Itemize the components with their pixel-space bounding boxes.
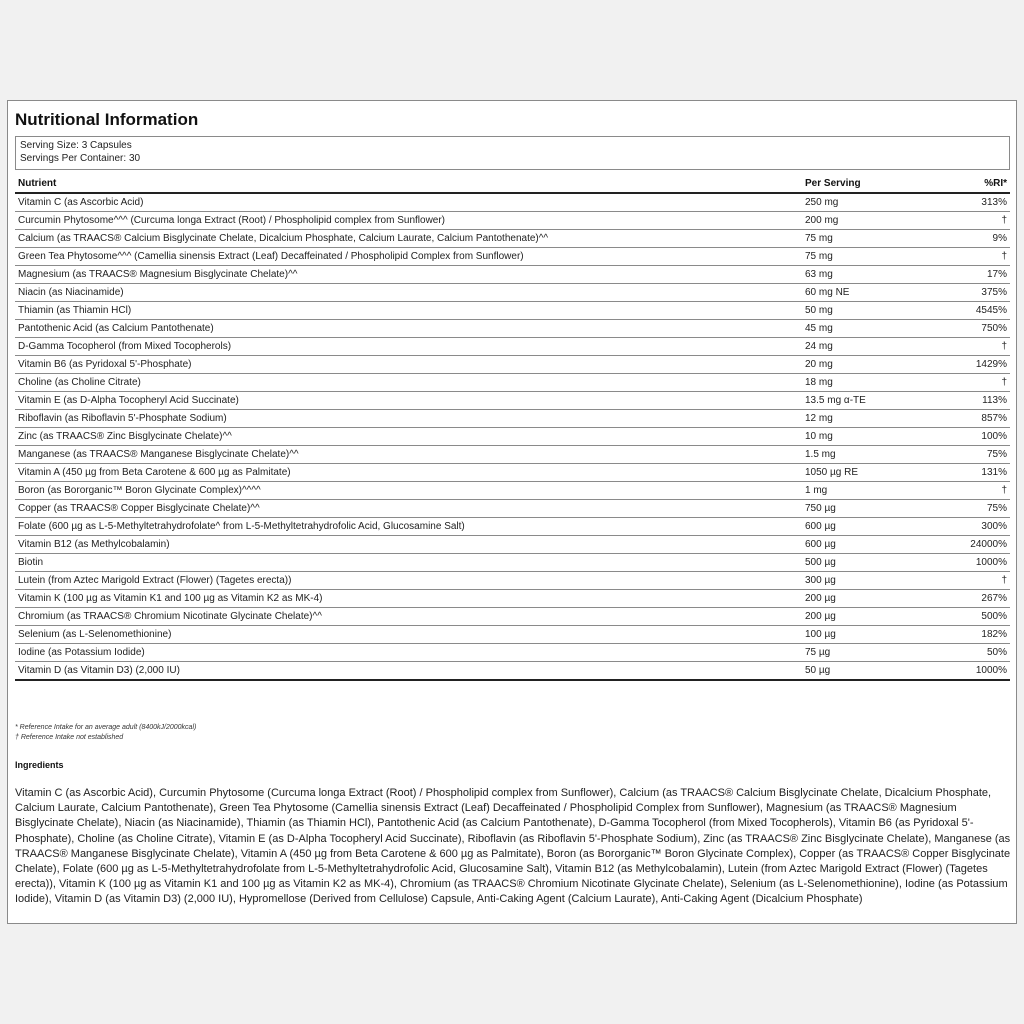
nutrient-cell: Riboflavin (as Riboflavin 5'-Phosphate Sodium) (15, 410, 802, 428)
ri-cell: † (940, 572, 1010, 590)
servings-per-container: Servings Per Container: 30 (20, 153, 141, 164)
table-row (15, 500, 1010, 518)
per-serving-cell: 75 mg (802, 230, 940, 248)
ri-cell: † (940, 248, 1010, 266)
ri-cell: 75% (940, 446, 1010, 464)
ri-cell: 131% (940, 464, 1010, 482)
per-serving-cell: 1.5 mg (802, 446, 940, 464)
nutrient-cell: Vitamin D (as Vitamin D3) (2,000 IU) (15, 662, 802, 681)
nutrient-cell: Vitamin C (as Ascorbic Acid) (15, 193, 802, 212)
table-row (15, 554, 1010, 572)
footnotes (15, 723, 196, 743)
nutrient-cell: Iodine (as Potassium Iodide) (15, 644, 802, 662)
table-row (15, 302, 1010, 320)
per-serving-cell: 18 mg (802, 374, 940, 392)
page-title: Nutritional Information (15, 110, 199, 129)
nutrient-cell: Copper (as TRAACS® Copper Bisglycinate Chelate)^^ (15, 500, 802, 518)
per-serving-cell: 1 mg (802, 482, 940, 500)
nutrient-cell: Niacin (as Niacinamide) (15, 284, 802, 302)
per-serving-cell: 10 mg (802, 428, 940, 446)
per-serving-cell: 300 µg (802, 572, 940, 590)
nutrition-panel (7, 100, 1017, 924)
ingredients-text: Vitamin C (as Ascorbic Acid), Curcumin Phytosome (Curcuma longa Extract (Root) / Phospholipid complex from Sunflower), Calcium (as TRAACS® Calcium Bisglycinate Chelate, Dicalcium Phosphate, Calcium Laurate, Calcium Pantothenate), Green Tea Phytosome (Camellia sinensis Extract (Leaf) Decaffeinated / Phospholipid Complex from Sunflower), Magnesium (as TRAACS® Magnesium Bisglycinate Chelate), Niacin (as Niacinamide), Thiamin (as Thiamin HCl), Pantothenic Acid (as Calcium Pantothenate), D-Gamma Tocopherol (from Mixed Tocopherols), Vitamin B6 (as Pyridoxal 5'-Phosphate), Choline (as Choline Citrate), Vitamin E (as D-Alpha Tocopheryl Acid Succinate), Riboflavin (as Riboflavin 5'-Phosphate Sodium), Zinc (as TRAACS® Zinc Bisglycinate Chelate), Manganese (as TRAACS® Manganese Bisglycinate Chelate), Vitamin A (450 µg from Beta Carotene & 600 µg as Palmitate), Boron (as Bororganic™ Boron Glycinate Complex), Copper (as TRAACS® Copper Bisglycinate Chelate), Folate (600 µg as L-5-Methyltetrahydrofolate from L-5-Methyltetrahydrofolic Acid, Glucosamine Salt), Vitamin B12 (as Methylcobalamin), Lutein (from Aztec Marigold Extract (Flower) (Tagetes erecta)), Vitamin K (100 µg as Vitamin K1 and 100 µg as Vitamin K2 as MK-4), Chromium (as TRAACS® Chromium Nicotinate Glycinate Chelate), Selenium (as L-Selenomethionine), Iodine (as Potassium Iodide), Vitamin D (as Vitamin D3) (2,000 IU), Hypromellose (Derived from Cellulose) Capsule, Anti-Caking Agent (Calcium Laurate), Anti-Caking Agent (Dicalcium Phosphate) (15, 787, 1011, 906)
header-per-serving: Per Serving (802, 174, 940, 193)
ingredients-heading: Ingredients (15, 760, 64, 770)
ri-cell: † (940, 212, 1010, 230)
per-serving-cell: 100 µg (802, 626, 940, 644)
nutrient-cell: Vitamin K (100 µg as Vitamin K1 and 100 µg as Vitamin K2 as MK-4) (15, 590, 802, 608)
table-header-row (15, 174, 1010, 193)
table-row (15, 626, 1010, 644)
table-row (15, 212, 1010, 230)
ri-cell: 1000% (940, 554, 1010, 572)
table-row (15, 464, 1010, 482)
ri-cell: † (940, 338, 1010, 356)
table-row (15, 356, 1010, 374)
nutrient-cell: Choline (as Choline Citrate) (15, 374, 802, 392)
table-row (15, 536, 1010, 554)
table-row (15, 392, 1010, 410)
ri-cell: 313% (940, 193, 1010, 212)
per-serving-cell: 12 mg (802, 410, 940, 428)
per-serving-cell: 750 µg (802, 500, 940, 518)
per-serving-cell: 200 mg (802, 212, 940, 230)
per-serving-cell: 45 mg (802, 320, 940, 338)
serving-info-box (15, 136, 1010, 170)
ri-cell: 24000% (940, 536, 1010, 554)
nutrient-cell: Calcium (as TRAACS® Calcium Bisglycinate Chelate, Dicalcium Phosphate, Calcium Laurate, Calcium Pantothenate)^^ (15, 230, 802, 248)
ri-cell: 1429% (940, 356, 1010, 374)
nutrient-cell: Vitamin B6 (as Pyridoxal 5'-Phosphate) (15, 356, 802, 374)
ri-cell: 100% (940, 428, 1010, 446)
nutrient-table (15, 174, 1010, 681)
ri-cell: † (940, 482, 1010, 500)
table-row (15, 662, 1010, 681)
nutrient-cell: Manganese (as TRAACS® Manganese Bisglycinate Chelate)^^ (15, 446, 802, 464)
footnote-not-established: † Reference Intake not established (15, 734, 124, 741)
ri-cell: 9% (940, 230, 1010, 248)
nutrient-cell: Magnesium (as TRAACS® Magnesium Bisglycinate Chelate)^^ (15, 266, 802, 284)
per-serving-cell: 75 µg (802, 644, 940, 662)
ri-cell: 857% (940, 410, 1010, 428)
ri-cell: 375% (940, 284, 1010, 302)
nutrient-cell: Folate (600 µg as L-5-Methyltetrahydrofolate^ from L-5-Methyltetrahydrofolic Acid, Glucosamine Salt) (15, 518, 802, 536)
ri-cell: 750% (940, 320, 1010, 338)
nutrient-cell: Selenium (as L-Selenomethionine) (15, 626, 802, 644)
nutrient-cell: Green Tea Phytosome^^^ (Camellia sinensis Extract (Leaf) Decaffeinated / Phospholipid Complex from Sunflower) (15, 248, 802, 266)
per-serving-cell: 50 µg (802, 662, 940, 681)
table-row (15, 482, 1010, 500)
per-serving-cell: 63 mg (802, 266, 940, 284)
ri-cell: 1000% (940, 662, 1010, 681)
ri-cell: 300% (940, 518, 1010, 536)
ri-cell: 182% (940, 626, 1010, 644)
per-serving-cell: 75 mg (802, 248, 940, 266)
table-row (15, 248, 1010, 266)
nutrient-cell: Biotin (15, 554, 802, 572)
ri-cell: 4545% (940, 302, 1010, 320)
per-serving-cell: 13.5 mg α-TE (802, 392, 940, 410)
table-row (15, 320, 1010, 338)
table-row (15, 374, 1010, 392)
nutrient-cell: Zinc (as TRAACS® Zinc Bisglycinate Chelate)^^ (15, 428, 802, 446)
ri-cell: † (940, 374, 1010, 392)
nutrient-cell: Vitamin A (450 µg from Beta Carotene & 600 µg as Palmitate) (15, 464, 802, 482)
table-row (15, 428, 1010, 446)
ri-cell: 500% (940, 608, 1010, 626)
per-serving-cell: 600 µg (802, 536, 940, 554)
table-row (15, 572, 1010, 590)
table-row (15, 338, 1010, 356)
ri-cell: 113% (940, 392, 1010, 410)
per-serving-cell: 50 mg (802, 302, 940, 320)
ri-cell: 267% (940, 590, 1010, 608)
nutrient-cell: Chromium (as TRAACS® Chromium Nicotinate Glycinate Chelate)^^ (15, 608, 802, 626)
per-serving-cell: 600 µg (802, 518, 940, 536)
per-serving-cell: 1050 µg RE (802, 464, 940, 482)
table-row (15, 284, 1010, 302)
nutrient-cell: Curcumin Phytosome^^^ (Curcuma longa Extract (Root) / Phospholipid complex from Sunflower) (15, 212, 802, 230)
header-ri: %RI* (940, 174, 1010, 193)
table-row (15, 266, 1010, 284)
table-row (15, 446, 1010, 464)
per-serving-cell: 250 mg (802, 193, 940, 212)
table-row (15, 410, 1010, 428)
nutrient-cell: Thiamin (as Thiamin HCl) (15, 302, 802, 320)
footnote-reference-intake: * Reference Intake for an average adult (8400kJ/2000kcal) (15, 724, 197, 731)
per-serving-cell: 20 mg (802, 356, 940, 374)
table-row (15, 644, 1010, 662)
ri-cell: 50% (940, 644, 1010, 662)
table-row (15, 590, 1010, 608)
table-row (15, 608, 1010, 626)
nutrient-cell: Vitamin E (as D-Alpha Tocopheryl Acid Succinate) (15, 392, 802, 410)
per-serving-cell: 500 µg (802, 554, 940, 572)
per-serving-cell: 60 mg NE (802, 284, 940, 302)
ri-cell: 17% (940, 266, 1010, 284)
nutrient-cell: Vitamin B12 (as Methylcobalamin) (15, 536, 802, 554)
serving-size: Serving Size: 3 Capsules (20, 140, 132, 151)
per-serving-cell: 200 µg (802, 608, 940, 626)
per-serving-cell: 24 mg (802, 338, 940, 356)
nutrient-cell: Lutein (from Aztec Marigold Extract (Flower) (Tagetes erecta)) (15, 572, 802, 590)
header-nutrient: Nutrient (15, 174, 802, 193)
nutrient-table-body (15, 193, 1010, 680)
nutrient-cell: Pantothenic Acid (as Calcium Pantothenate) (15, 320, 802, 338)
per-serving-cell: 200 µg (802, 590, 940, 608)
table-row (15, 193, 1010, 212)
table-row (15, 230, 1010, 248)
table-row (15, 518, 1010, 536)
ri-cell: 75% (940, 500, 1010, 518)
nutrient-cell: D-Gamma Tocopherol (from Mixed Tocopherols) (15, 338, 802, 356)
nutrient-cell: Boron (as Bororganic™ Boron Glycinate Complex)^^^^ (15, 482, 802, 500)
